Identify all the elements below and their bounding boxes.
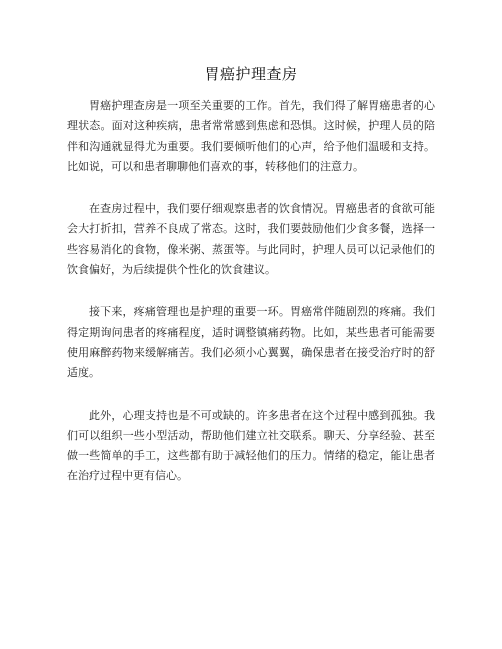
paragraph-diet: 在查房过程中，我们要仔细观察患者的饮食情况。胃癌患者的食欲可能会大打折扣，营养不良成了常态。这时，我们要鼓励他们少食多餐，选择一些容易消化的食物，像米粥、蒸蛋等。与此同时，护理人员可以记录他们的饮食偏好，为后续提供个性化的饮食建议。 [67,202,435,277]
document-body [67,96,435,509]
paragraph-emotional-state: 胃癌护理查房是一项至关重要的工作。首先，我们得了解胃癌患者的心理状态。面对这种疾病，患者常常感到焦虑和恐惧。这时候，护理人员的陪伴和沟通就显得尤为重要。我们要倾听他们的心声，给予他们温暖和支持。比如说，可以和患者聊聊他们喜欢的事，转移他们的注意力。 [67,99,435,173]
paragraph-pain-management: 接下来，疼痛管理也是护理的重要一环。胃癌常伴随剧烈的疼痛。我们得定期询问患者的疼痛程度，适时调整镇痛药物。比如，某些患者可能需要使用麻醉药物来缓解痛苦。我们必须小心翼翼，确保患者在接受治疗时的舒适度。 [67,305,435,380]
document-title: 胃癌护理查房 [204,65,298,83]
paragraph-psychological-support: 此外，心理支持也是不可或缺的。许多患者在这个过程中感到孤独。我们可以组织一些小型活动，帮助他们建立社交联系。聊天、分享经验、甚至做一些简单的手工，这些都有助于减轻他们的压力。情绪的稳定，能让患者在治疗过程中更有信心。 [67,408,435,483]
